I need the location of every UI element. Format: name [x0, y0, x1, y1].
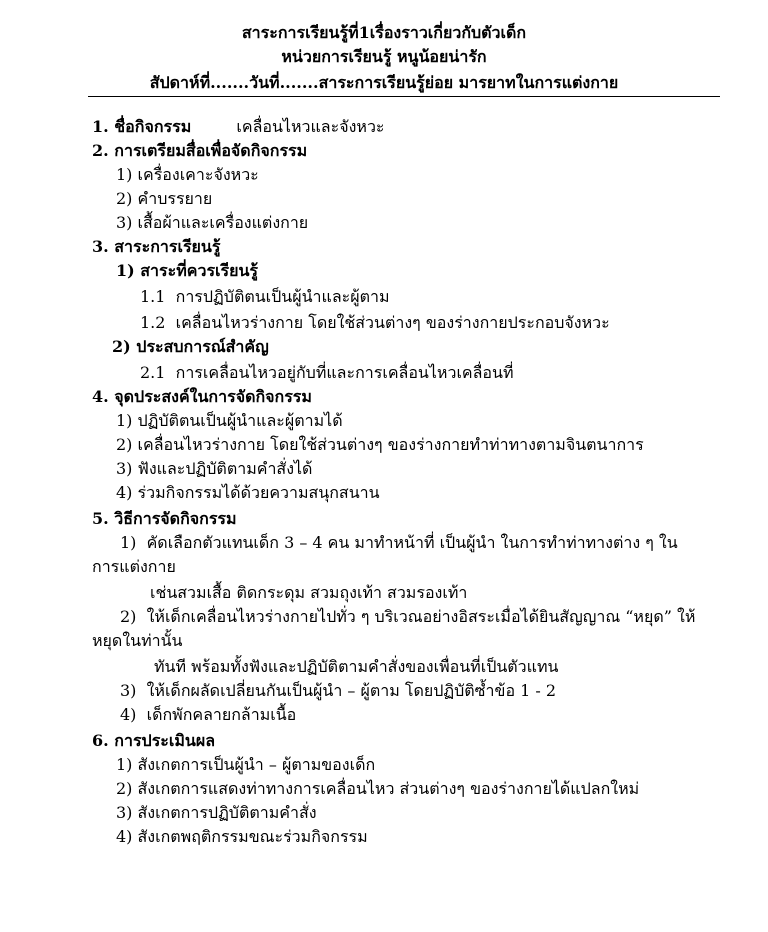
- item-text: สังเกตการปฏิบัติตามคำสั่ง: [137, 803, 317, 822]
- subsection-number: 2): [112, 337, 131, 356]
- subsection-heading: [112, 336, 269, 358]
- section-number: 6.: [92, 731, 109, 750]
- item-text: คัดเลือกตัวแทนเด็ก 3 – 4 คน มาทำหน้าที่ เป็นผู้นำ ในการทำท่าทางต่าง ๆ ใน: [146, 533, 678, 552]
- item-number: 2): [116, 189, 133, 208]
- list-item: [116, 778, 639, 800]
- section-title: สาระการเรียนรู้: [114, 237, 221, 256]
- list-item: [116, 826, 368, 848]
- list-item: [116, 188, 212, 210]
- activity-name: เคลื่อนไหวและจังหวะ: [236, 117, 385, 136]
- item-number: 3): [120, 681, 137, 700]
- section-title: การเตรียมสื่อเพื่อจัดกิจกรรม: [114, 141, 308, 160]
- procedure-item-1-line3: เช่นสวมเสื้อ ติดกระดุม สวมถุงเท้า สวมรองเท้า: [150, 583, 468, 602]
- list-item: [116, 434, 644, 456]
- section-6-heading: [92, 730, 215, 752]
- item-text: เด็กพักคลายกล้ามเนื้อ: [146, 705, 297, 724]
- item-text: ฟังและปฏิบัติตามคำสั่งได้: [137, 459, 313, 478]
- item-number: 2): [116, 779, 133, 798]
- item-text: เครื่องเคาะจังหวะ: [137, 165, 259, 184]
- item-number: 2.1: [140, 363, 166, 382]
- item-number: 1.2: [140, 313, 166, 332]
- item-text: สังเกตการแสดงท่าทางการเคลื่อนไหว ส่วนต่างๆ ของร่างกายได้แปลกใหม่: [137, 779, 640, 798]
- item-number: 3): [116, 213, 133, 232]
- subsection-heading: [116, 260, 258, 282]
- list-item: [116, 164, 259, 186]
- list-item: [116, 212, 308, 234]
- item-text: ให้เด็กเคลื่อนไหวร่างกายไปทั่ว ๆ บริเวณอย่างอิสระเมื่อได้ยินสัญญาณ “หยุด” ให้: [146, 607, 696, 626]
- list-item: [116, 754, 375, 776]
- item-number: 4): [120, 705, 137, 724]
- section-title: การประเมินผล: [114, 731, 216, 750]
- section-number: 2.: [92, 141, 109, 160]
- item-number: 2): [120, 607, 137, 626]
- section-title: ชื่อกิจกรรม: [114, 117, 192, 136]
- item-text: สังเกตพฤติกรรมขณะร่วมกิจกรรม: [137, 827, 368, 846]
- item-number: 1): [116, 411, 133, 430]
- procedure-item-2-line1: [120, 606, 695, 628]
- item-number: 4): [116, 827, 133, 846]
- item-text: ให้เด็กผลัดเปลี่ยนกันเป็นผู้นำ – ผู้ตาม โดยปฏิบัติซ้ำข้อ 1 - 2: [146, 681, 557, 700]
- header-week-topic: สัปดาห์ที่.......วันที่.......สาระการเรียนรู้ย่อย มารยาทในการแต่งกาย: [149, 73, 619, 92]
- list-item: [140, 286, 390, 308]
- item-text: การเคลื่อนไหวอยู่กับที่และการเคลื่อนไหวเคลื่อนที่: [175, 363, 514, 382]
- list-item: [140, 362, 514, 384]
- item-number: 4): [116, 483, 133, 502]
- item-text: สังเกตการเป็นผู้นำ – ผู้ตามของเด็ก: [137, 755, 376, 774]
- section-1: [92, 116, 385, 138]
- section-title: วิธีการจัดกิจกรรม: [114, 509, 237, 528]
- section-number: 5.: [92, 509, 109, 528]
- subsection-number: 1): [116, 261, 135, 280]
- item-text: คำบรรยาย: [137, 189, 213, 208]
- list-item: [116, 802, 317, 824]
- item-number: 1): [120, 533, 137, 552]
- header-unit: หน่วยการเรียนรู้ หนูน้อยน่ารัก: [281, 47, 487, 66]
- header-title: สาระการเรียนรู้ที่1เรื่องราวเกี่ยวกับตัวเด็ก: [241, 23, 527, 42]
- section-number: 3.: [92, 237, 109, 256]
- section-2-heading: [92, 140, 307, 162]
- item-text: เคลื่อนไหวร่างกาย โดยใช้ส่วนต่างๆ ของร่างกายทำท่าทางตามจินตนาการ: [137, 435, 644, 454]
- list-item: [120, 680, 556, 702]
- item-text: การปฏิบัติตนเป็นผู้นำและผู้ตาม: [175, 287, 390, 306]
- item-text: เคลื่อนไหวร่างกาย โดยใช้ส่วนต่างๆ ของร่างกายประกอบจังหวะ: [175, 313, 610, 332]
- list-item: [120, 704, 296, 726]
- item-number: 2): [116, 435, 133, 454]
- section-number: 4.: [92, 387, 109, 406]
- item-number: 1): [116, 165, 133, 184]
- list-item: [116, 482, 380, 504]
- item-text: ปฏิบัติตนเป็นผู้นำและผู้ตามได้: [137, 411, 343, 430]
- item-number: 1.1: [140, 287, 166, 306]
- item-number: 3): [116, 459, 133, 478]
- procedure-item-1-line2: การแต่งกาย: [92, 557, 176, 576]
- section-title: จุดประสงค์ในการจัดกิจกรรม: [114, 387, 312, 406]
- item-number: 3): [116, 803, 133, 822]
- section-number: 1.: [92, 117, 109, 136]
- subsection-title: สาระที่ควรเรียนรู้: [140, 261, 259, 280]
- list-item: [140, 312, 610, 334]
- section-3-heading: [92, 236, 220, 258]
- section-4-heading: [92, 386, 312, 408]
- list-item: [116, 458, 312, 480]
- procedure-item-2-line2: หยุดในท่านั้น: [92, 631, 183, 650]
- procedure-item-1-line1: [120, 532, 678, 554]
- item-number: 1): [116, 755, 133, 774]
- item-text: ร่วมกิจกรรมได้ด้วยความสนุกสนาน: [137, 483, 380, 502]
- header-divider: [88, 96, 720, 97]
- subsection-title: ประสบการณ์สำคัญ: [136, 337, 269, 356]
- procedure-item-2-line3: ทันที พร้อมทั้งฟังและปฏิบัติตามคำสั่งของเพื่อนที่เป็นตัวแทน: [154, 657, 559, 676]
- section-5-heading: [92, 508, 237, 530]
- list-item: [116, 410, 343, 432]
- item-text: เสื้อผ้าและเครื่องแต่งกาย: [137, 213, 309, 232]
